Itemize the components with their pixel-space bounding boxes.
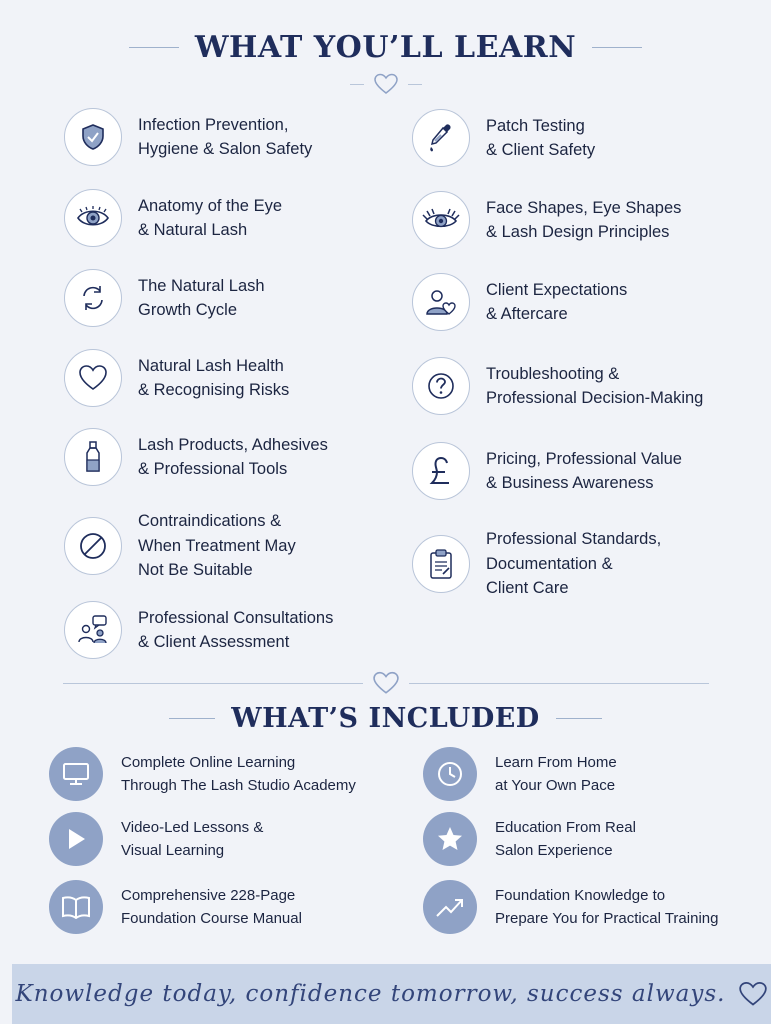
shield-check-icon bbox=[64, 108, 122, 166]
learn-item bbox=[64, 189, 282, 247]
learn-item bbox=[64, 428, 328, 486]
included-item bbox=[423, 812, 636, 866]
learn-item bbox=[64, 509, 296, 583]
trend-up-icon bbox=[423, 880, 477, 934]
learn-item bbox=[412, 109, 595, 167]
included-item bbox=[49, 880, 302, 934]
learn-item bbox=[412, 357, 703, 415]
clipboard-icon bbox=[412, 535, 470, 593]
heading-rule-right bbox=[592, 47, 642, 48]
heading-rule-left bbox=[129, 47, 179, 48]
included-item-text: Foundation Knowledge to Prepare You for Practical Training bbox=[495, 887, 719, 927]
learn-item-text: Face Shapes, Eye Shapes & Lash Design Principles bbox=[486, 198, 682, 241]
question-icon bbox=[412, 357, 470, 415]
learn-heading bbox=[0, 26, 771, 68]
learn-heart-divider bbox=[0, 73, 771, 95]
learn-item bbox=[64, 601, 333, 659]
included-item-text: Video-Led Lessons & Visual Learning bbox=[121, 819, 264, 859]
pound-icon bbox=[412, 442, 470, 500]
included-item-text: Comprehensive 228-Page Foundation Course Manual bbox=[121, 887, 302, 927]
included-title: WHAT’S INCLUDED bbox=[231, 702, 540, 734]
included-item bbox=[49, 812, 263, 866]
heading-rule-left bbox=[169, 718, 215, 719]
monitor-icon bbox=[49, 747, 103, 801]
learn-title: WHAT YOU’LL LEARN bbox=[194, 29, 577, 65]
learn-item bbox=[64, 108, 312, 166]
heading-rule-right bbox=[556, 718, 602, 719]
learn-item-text: Contraindications & When Treatment May Not Be Suitable bbox=[138, 512, 296, 579]
divider-rule-right bbox=[408, 84, 422, 85]
learn-item-text: Anatomy of the Eye & Natural Lash bbox=[138, 196, 282, 239]
lash-eye-icon bbox=[412, 191, 470, 249]
star-icon bbox=[423, 812, 477, 866]
prohibited-icon bbox=[64, 517, 122, 575]
learn-item-text: Professional Consultations & Client Assessment bbox=[138, 608, 334, 651]
heart-outline-icon bbox=[739, 981, 767, 1007]
book-icon bbox=[49, 880, 103, 934]
footer-tagline: Knowledge today, confidence tomorrow, success always. bbox=[15, 981, 726, 1007]
included-heading bbox=[0, 699, 771, 737]
footer-band bbox=[12, 964, 771, 1024]
client-heart-icon bbox=[412, 273, 470, 331]
included-item bbox=[423, 880, 718, 934]
learn-item-text: Infection Prevention, Hygiene & Salon Safety bbox=[138, 115, 313, 158]
learn-item-text: Pricing, Professional Value & Business Awareness bbox=[486, 449, 682, 492]
learn-item bbox=[64, 349, 289, 407]
included-item-text: Learn From Home at Your Own Pace bbox=[495, 754, 617, 794]
included-item bbox=[49, 747, 356, 801]
learn-item-text: Patch Testing & Client Safety bbox=[486, 116, 596, 159]
divider-rule-right bbox=[409, 683, 709, 684]
heart-outline-icon bbox=[373, 671, 399, 695]
learn-item-text: Troubleshooting & Professional Decision-Making bbox=[486, 364, 704, 407]
learn-item bbox=[64, 269, 265, 327]
clock-icon bbox=[423, 747, 477, 801]
eye-icon bbox=[64, 189, 122, 247]
included-item-text: Complete Online Learning Through The Lash Studio Academy bbox=[121, 754, 356, 794]
divider-rule-left bbox=[350, 84, 364, 85]
section-heart-divider bbox=[0, 671, 771, 695]
divider-rule-left bbox=[63, 683, 363, 684]
heart-outline-icon bbox=[374, 73, 398, 95]
learn-item-text: Lash Products, Adhesives & Professional Tools bbox=[138, 435, 328, 478]
learn-item bbox=[412, 273, 627, 331]
learn-item-text: The Natural Lash Growth Cycle bbox=[138, 276, 265, 319]
heart-icon bbox=[64, 349, 122, 407]
learn-item-text: Professional Standards, Documentation & Client Care bbox=[486, 530, 662, 597]
bottle-icon bbox=[64, 428, 122, 486]
learn-item-text: Natural Lash Health & Recognising Risks bbox=[138, 356, 290, 399]
cycle-arrows-icon bbox=[64, 269, 122, 327]
learn-item bbox=[412, 442, 682, 500]
learn-item-text: Client Expectations & Aftercare bbox=[486, 280, 628, 323]
learn-item bbox=[412, 191, 681, 249]
included-item bbox=[423, 747, 617, 801]
included-item-text: Education From Real Salon Experience bbox=[495, 819, 636, 859]
learn-item bbox=[412, 527, 661, 601]
play-icon bbox=[49, 812, 103, 866]
consultation-icon bbox=[64, 601, 122, 659]
dropper-icon bbox=[412, 109, 470, 167]
